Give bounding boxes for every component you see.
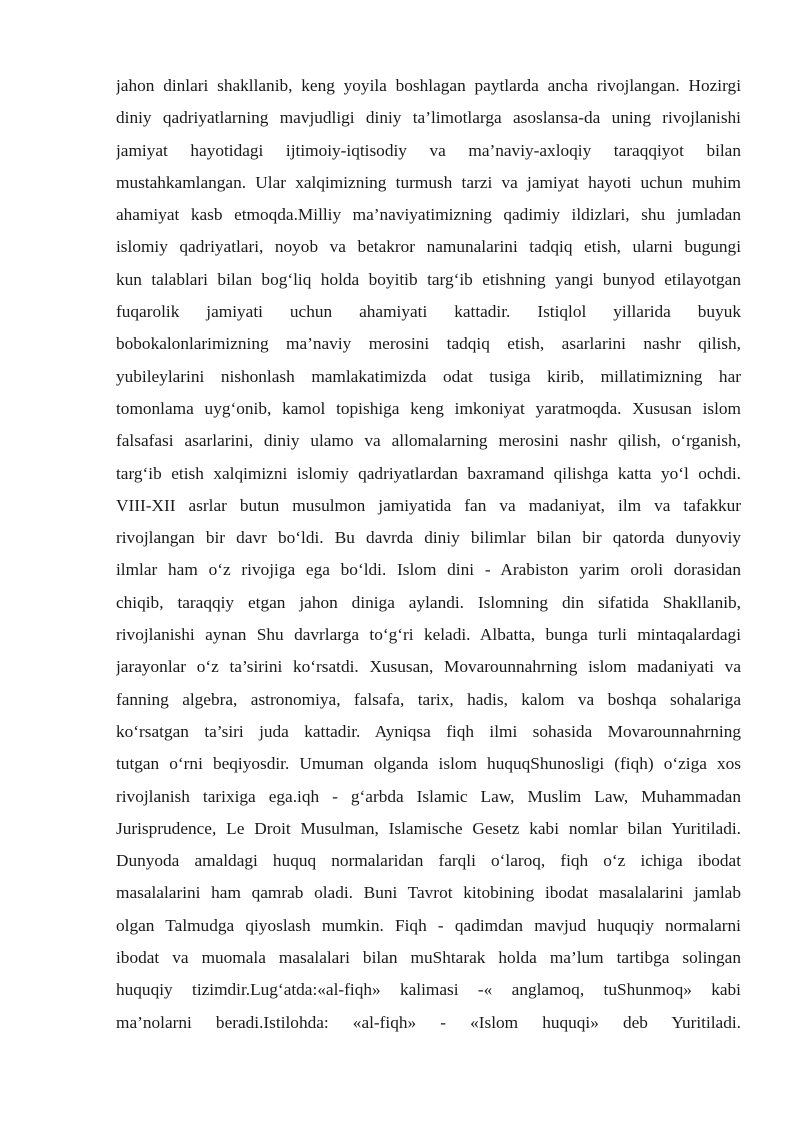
text-line: VIII-XII asrlar butun musulmon jamiyatida fan va madaniyat, ilm va tafakkur [116,495,741,515]
text-line: chiqib, taraqqiy etgan jahon diniga aylandi. Islomning din sifatida Shakllanib, [116,592,741,612]
text-line: bobokalonlarimizning ma’naviy merosini tadqiq etish, asarlarini nashr qilish, [116,334,741,354]
text-line: fanning algebra, astronomiya, falsafa, tarix, hadis, kalom va boshqa sohalariga [116,689,741,709]
text-line: kun talablari bilan bog‘liq holda boyitib targ‘ib etishning yangi bunyod etilayotgan [116,269,741,289]
text-line: ahamiyat kasb etmoqda.Milliy ma’naviyatimizning qadimiy ildizlari, shu jumladan [116,205,741,225]
body-text [116,70,741,1039]
text-line: rivojlangan bir davr bo‘ldi. Bu davrda diniy bilimlar bilan bir qatorda dunyoviy [116,528,741,548]
text-line: Jurisprudence, Le Droit Musulman, Islamische Gesetz kabi nomlar bilan Yuritiladi. [116,818,741,838]
text-line: diniy qadriyatlarning mavjudligi diniy ta’limotlarga asoslansa-da uning rivojlanishi [116,108,741,128]
text-line: jarayonlar o‘z ta’sirini ko‘rsatdi. Xususan, Movarounnahrning islom madaniyati va [116,657,741,677]
text-line: yubileylarini nishonlash mamlakatimizda odat tusiga kirib, millatimizning har [116,366,741,386]
text-line: falsafasi asarlarini, diniy ulamo va allomalarning merosini nashr qilish, o‘rganish, [116,431,741,451]
text-line: jamiyat hayotidagi ijtimoiy-iqtisodiy va ma’naviy-axloqiy taraqqiyot bilan [116,140,741,160]
text-line: rivojlanishi aynan Shu davrlarga to‘g‘ri keladi. Albatta, bunga turli mintaqalardagi [116,625,741,645]
text-line: tutgan o‘rni beqiyosdir. Umuman olganda islom huquqShunosligi (fiqh) o‘ziga xos [116,754,741,774]
text-line: rivojlanish tarixiga ega.iqh - g‘arbda Islamic Law, Muslim Law, Muhammadan [116,786,741,806]
text-line: mustahkamlangan. Ular xalqimizning turmush tarzi va jamiyat hayoti uchun muhim [116,172,741,192]
text-line: Dunyoda amaldagi huquq normalaridan farqli o‘laroq, fiqh o‘z ichiga ibodat [116,851,741,871]
text-line: huquqiy tizimdir.Lug‘atda:«al-fiqh» kalimasi -« anglamoq, tuShunmoq» kabi [116,980,741,1000]
text-line: fuqarolik jamiyati uchun ahamiyati kattadir. Istiqlol yillarida buyuk [116,302,741,322]
text-line: islomiy qadriyatlari, noyob va betakror namunalarini tadqiq etish, ularni bugungi [116,237,741,257]
text-line: targ‘ib etish xalqimizni islomiy qadriyatlardan baxramand qilishga katta yo‘l ochdi. [116,463,741,483]
text-line: masalalarini ham qamrab oladi. Buni Tavrot kitobining ibodat masalalarini jamlab [116,883,741,903]
text-line: olgan Talmudga qiyoslash mumkin. Fiqh - qadimdan mavjud huquqiy normalarni [116,915,741,935]
text-line: ma’nolarni beradi.Istilohda: «al-fiqh» - «Islom huquqi» deb Yuritiladi. [116,1012,741,1032]
text-line: tomonlama uyg‘onib, kamol topishiga keng imkoniyat yaratmoqda. Xususan islom [116,398,741,418]
text-line: jahon dinlari shakllanib, keng yoyila boshlagan paytlarda ancha rivojlangan. Hozirgi [116,76,741,95]
text-line: ko‘rsatgan ta’siri juda kattadir. Ayniqsa fiqh ilmi sohasida Movarounnahrning [116,721,741,741]
text-line: ilmlar ham o‘z rivojiga ega bo‘ldi. Islom dini - Arabiston yarim oroli dorasidan [116,560,741,580]
text-line: ibodat va muomala masalalari bilan muShtarak holda ma’lum tartibga solingan [116,948,741,968]
